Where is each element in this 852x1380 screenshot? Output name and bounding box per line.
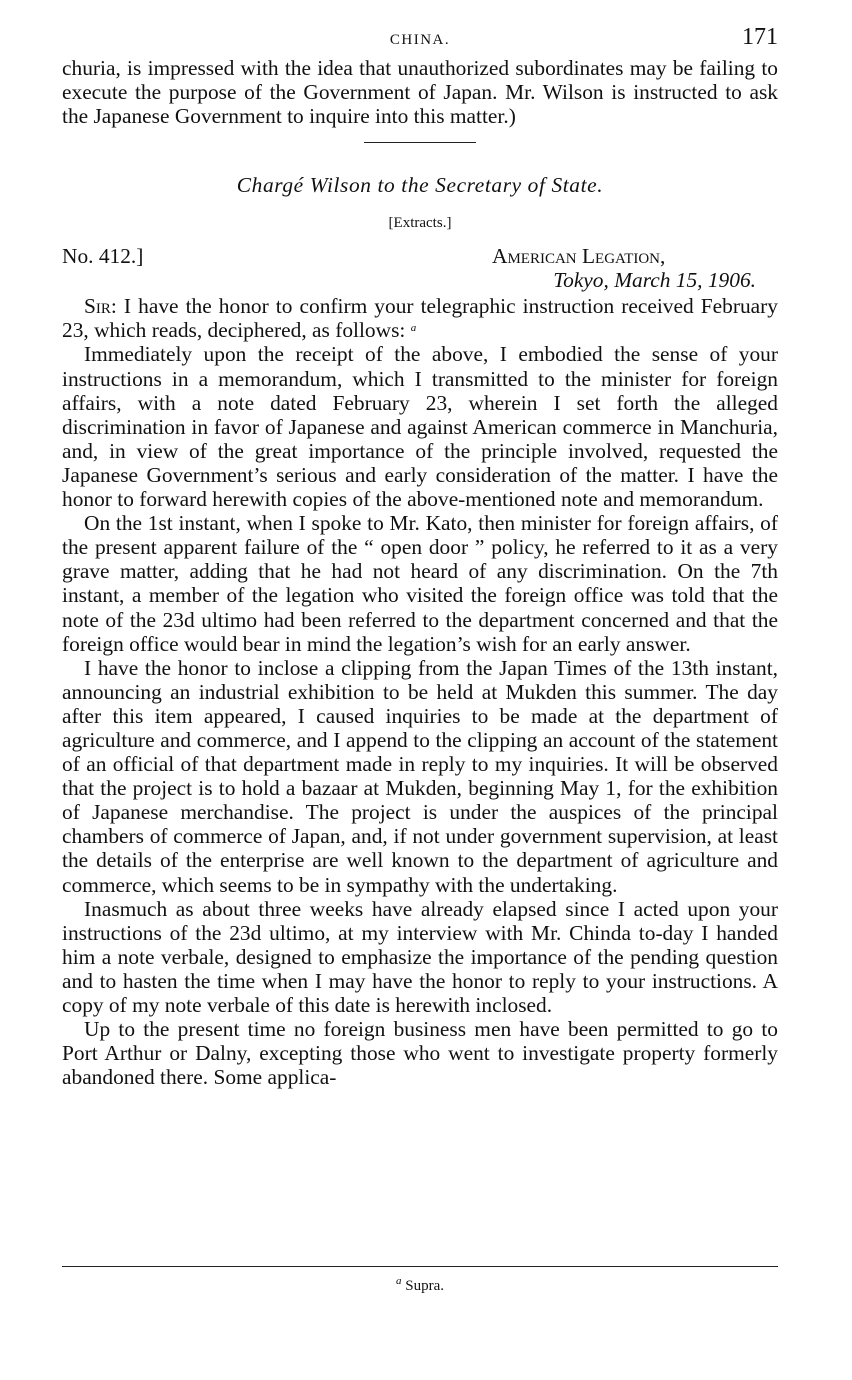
paragraph: Up to the present time no foreign business men have been permitted to go to Port Arthur or Dalny, excepting those who went to investigate property formerly abandoned there. Some applica- xyxy=(62,1017,778,1090)
sender-place: American Legation, xyxy=(492,244,666,269)
paragraph: Immediately upon the receipt of the above, I embodied the sense of your instructions in a memorandum, which I transmitted to the minister for foreign affairs, with a note dated February 23, wherein I set forth the alleged discrimination in favor of Japanese and against American commerce in Manchuria, and, in view of the great importance of the principle involved, requested the Japanese Government’s serious and early consideration of the matter. I have the honor to forward herewith copies of the above-mentioned note and memorandum. xyxy=(62,342,778,512)
running-head: CHINA. xyxy=(389,32,451,48)
page-header xyxy=(62,24,778,56)
dispatch-number: No. 412.] xyxy=(62,244,144,269)
salutation: Sir: xyxy=(84,294,117,319)
footnote xyxy=(62,1275,778,1295)
paragraph: On the 1st instant, when I spoke to Mr. Kato, then minister for foreign affairs, of the present apparent failure of the “ open door ” policy, he referred to it as a very grave matter, adding that he had not heard of any discrimination. On the 7th instant, a member of the legation who visited the foreign office was told that the note of the 23d ultimo had been referred to the department concerned and that the foreign office would bear in mind the legation’s wish for an early answer. xyxy=(62,511,778,656)
paragraph: Inasmuch as about three weeks have already elapsed since I acted upon your instructions of the 23d ultimo, at my interview with Mr. Chinda to-day I handed him a note verbale, designed to emphasize the importance of the pending question and to hasten the time when I may have the honor to reply to your instructions. A copy of my note verbale of this date is herewith inclosed. xyxy=(62,896,778,1017)
section-divider xyxy=(364,142,476,143)
paragraph: I have the honor to inclose a clipping from the Japan Times of the 13th instant, announcing an industrial exhibition to be held at Mukden this summer. The day after this item appeared, I caused inquiries to be made at the department of agriculture and commerce, and I append to the clipping an account of the statement of an official of that department made in reply to my inquiries. It will be observed that the project is to hold a bazaar at Mukden, beginning May 1, for the exhibition of Japanese merchandise. The project is under the auspices of the principal chambers of commerce of Japan, and, if not under government supervision, at least the details of the enterprise are well known to the department of agriculture and commerce, which seems to be in sympathy with the undertaking. xyxy=(62,655,778,897)
intro-paragraph: churia, is impressed with the idea that unauthorized subordinates may be failing to execute the purpose of the Government of Japan. Mr. Wilson is instructed to ask the Japanese Government to inquire into this matter.) xyxy=(62,56,778,129)
paragraph-text: I have the honor to confirm your telegraphic instruction received February 23, which reads, deciphered, as follows: xyxy=(62,294,778,343)
footnote-divider xyxy=(62,1266,778,1267)
document-subtitle: [Extracts.] xyxy=(388,215,452,232)
sender-date: Tokyo, March 15, 1906. xyxy=(553,268,756,293)
footnote-marker: a xyxy=(396,1275,402,1287)
footnote-text: Supra. xyxy=(401,1278,444,1294)
document-page xyxy=(62,24,778,1294)
intro-text xyxy=(62,56,778,128)
document-title: Chargé Wilson to the Secretary of State. xyxy=(236,173,604,198)
letter-body xyxy=(62,294,778,1089)
footnote-marker: a xyxy=(410,322,417,335)
dateline xyxy=(62,244,778,294)
page-number: 171 xyxy=(742,24,778,50)
paragraph xyxy=(62,294,778,342)
